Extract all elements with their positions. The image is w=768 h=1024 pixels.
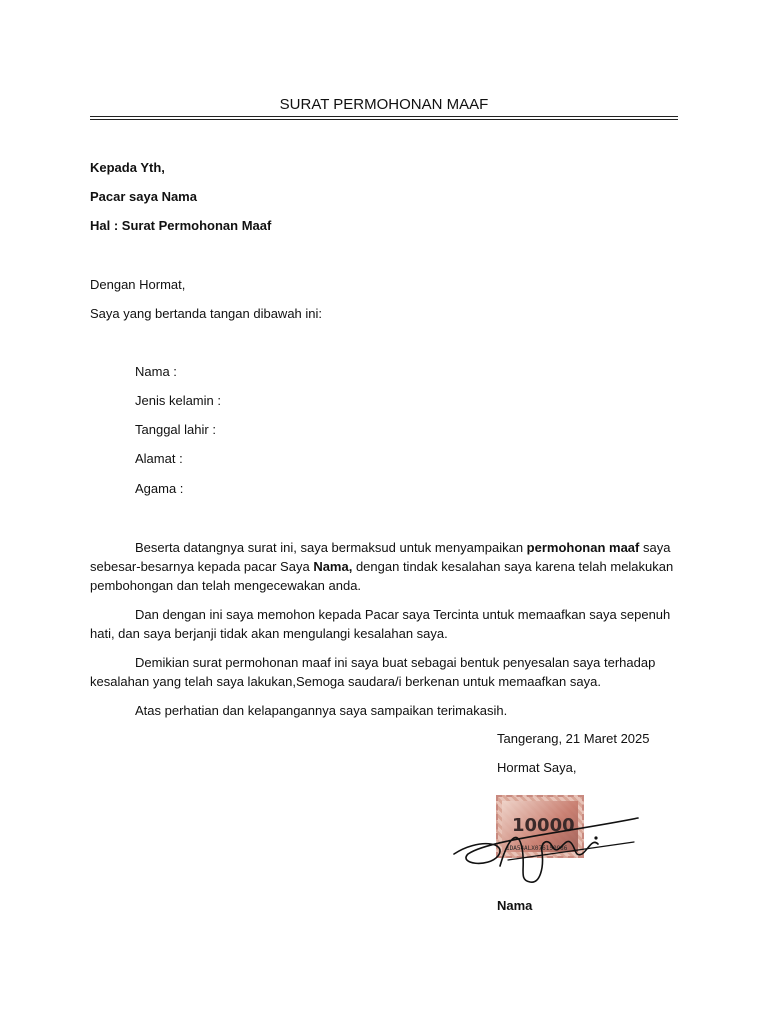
title-rule-top	[90, 116, 678, 117]
subject-line: Hal : Surat Permohonan Maaf	[90, 218, 272, 233]
p1-text-b: saya sebesar-besarnya kepada pacar Saya	[90, 540, 671, 574]
field-nama: Nama :	[135, 364, 177, 379]
field-agama: Agama :	[135, 481, 184, 496]
p4-text: Atas perhatian dan kelapangannya saya sampaikan terimakasih.	[135, 703, 508, 718]
field-jenis-kelamin: Jenis kelamin :	[135, 393, 221, 408]
body-paragraph-4	[90, 701, 680, 720]
recipient-line-2: Pacar saya Nama	[90, 189, 197, 204]
closing-regards: Hormat Saya,	[497, 760, 577, 775]
p1-bold-2: Nama,	[313, 559, 353, 574]
body-paragraph-3	[90, 653, 680, 691]
body-paragraph-1	[90, 538, 680, 595]
greeting: Dengan Hormat,	[90, 277, 186, 292]
field-tanggal-lahir: Tanggal lahir :	[135, 422, 216, 437]
title-rule-bottom	[90, 119, 678, 120]
p1-text-a: Beserta datangnya surat ini, saya bermaksud untuk menyampaikan	[135, 540, 527, 555]
body-paragraph-2	[90, 605, 680, 643]
intro-text: Saya yang bertanda tangan dibawah ini:	[90, 306, 323, 321]
p3-text: Demikian surat permohonan maaf ini saya buat sebagai bentuk penyesalan saya terhadap kesalahan yang telah saya lakukan,Semoga saudara/i berkenan untuk memaafkan saya.	[90, 655, 656, 689]
letter-title: SURAT PERMOHONAN MAAF	[279, 96, 489, 113]
stamp-code: 1DA54ALX076150986	[506, 845, 568, 852]
field-alamat: Alamat :	[135, 451, 183, 466]
p1-bold-1: permohonan maaf	[526, 540, 640, 555]
place-date: Tangerang, 21 Maret 2025	[497, 731, 650, 746]
p1-text-c: dengan tindak kesalahan saya karena telah melakukan pembohongan dan telah mengecewakan anda.	[90, 559, 674, 593]
signature-icon	[448, 798, 648, 888]
p2-text: Dan dengan ini saya memohon kepada Pacar saya Tercinta untuk memaafkan saya sepenuh hati, dan saya berjanji tidak akan mengulangi kesalahan saya.	[90, 607, 671, 641]
signer-name: Nama	[497, 898, 533, 913]
stamp-value: 10000	[512, 815, 575, 836]
recipient-line-1: Kepada Yth,	[90, 160, 165, 175]
